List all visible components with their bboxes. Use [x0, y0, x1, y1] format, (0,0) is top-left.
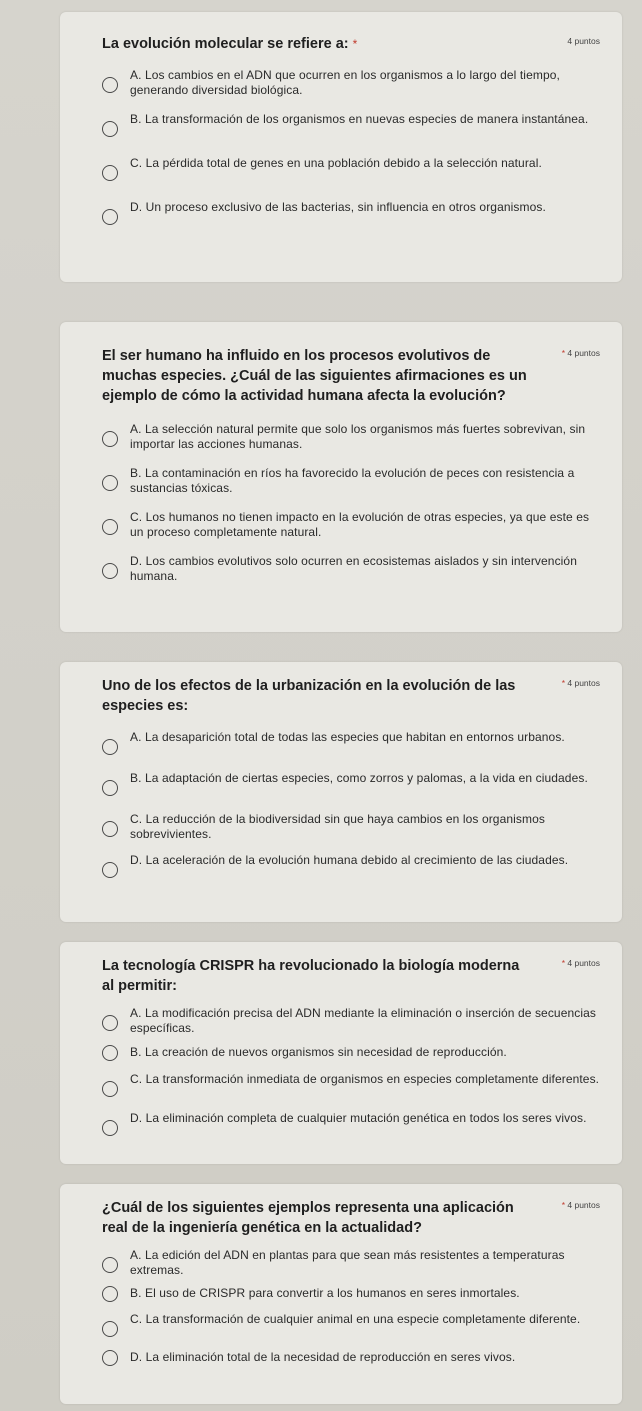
option-c[interactable] — [102, 1312, 600, 1342]
radio-button[interactable] — [102, 862, 118, 878]
radio-button[interactable] — [102, 1081, 118, 1097]
option-d[interactable] — [102, 554, 600, 584]
question-title: Uno de los efectos de la urbanización en la evolución de las especies es: — [102, 678, 516, 714]
radio-button[interactable] — [102, 165, 118, 181]
option-label: C. Los humanos no tienen impacto en la evolución de otras especies, ya que este es un proceso completamente natural. — [130, 510, 590, 539]
radio-button[interactable] — [102, 519, 118, 535]
option-a[interactable] — [102, 422, 600, 452]
option-label: D. Un proceso exclusivo de las bacterias, sin influencia en otros organismos. — [130, 200, 546, 214]
required-mark: * — [352, 37, 358, 51]
radio-button[interactable] — [102, 475, 118, 491]
question-points — [562, 1200, 600, 1210]
question-header — [102, 346, 600, 406]
option-label: A. La desaparición total de todas las especies que habitan en entornos urbanos. — [130, 730, 565, 744]
option-b[interactable] — [102, 466, 600, 496]
option-label: C. La reducción de la biodiversidad sin que haya cambios en los organismos sobrevivientes. — [130, 812, 545, 841]
option-d[interactable] — [102, 200, 600, 230]
radio-button[interactable] — [102, 1257, 118, 1273]
question-points — [562, 678, 600, 688]
option-label: D. La eliminación completa de cualquier mutación genética en todos los seres vivos. — [130, 1111, 587, 1125]
option-label: D. La eliminación total de la necesidad de reproducción en seres vivos. — [130, 1350, 516, 1364]
radio-button[interactable] — [102, 1321, 118, 1337]
radio-button[interactable] — [102, 77, 118, 93]
radio-button[interactable] — [102, 780, 118, 796]
radio-button[interactable] — [102, 1120, 118, 1136]
required-mark: * — [561, 1200, 565, 1210]
question-card-4 — [60, 942, 622, 1164]
option-label: C. La transformación inmediata de organismos en especies completamente diferentes. — [130, 1072, 600, 1086]
option-label: B. La contaminación en ríos ha favorecido la evolución de peces con resistencia a sustancias tóxicas. — [130, 466, 575, 495]
option-d[interactable] — [102, 853, 600, 883]
option-label: B. La adaptación de ciertas especies, como zorros y palomas, a la vida en ciudades. — [130, 771, 588, 785]
question-header — [102, 956, 600, 996]
option-c[interactable] — [102, 510, 600, 540]
option-a[interactable] — [102, 730, 600, 760]
option-d[interactable] — [102, 1350, 600, 1368]
radio-button[interactable] — [102, 431, 118, 447]
option-b[interactable] — [102, 1045, 600, 1063]
question-title: La evolución molecular se refiere a: — [102, 36, 349, 52]
question-title: ¿Cuál de los siguientes ejemplos representa una aplicación real de la ingeniería genética en la actualidad? — [102, 1200, 514, 1236]
question-card-3 — [60, 662, 622, 922]
option-a[interactable] — [102, 68, 600, 98]
option-label: C. La pérdida total de genes en una población debido a la selección natural. — [130, 156, 542, 170]
option-label: B. La transformación de los organismos en nuevas especies de manera instantánea. — [130, 112, 589, 126]
points-label: 4 puntos — [567, 958, 600, 968]
question-points: 4 puntos — [567, 36, 600, 46]
question-card-2 — [60, 322, 622, 632]
required-mark: * — [561, 348, 565, 358]
radio-button[interactable] — [102, 1286, 118, 1302]
points-label: 4 puntos — [567, 1200, 600, 1210]
option-c[interactable] — [102, 156, 600, 186]
option-label: A. La modificación precisa del ADN mediante la eliminación o inserción de secuencias específicas. — [130, 1006, 596, 1035]
option-c[interactable] — [102, 812, 600, 842]
required-mark: * — [561, 678, 565, 688]
radio-button[interactable] — [102, 1015, 118, 1031]
question-points — [562, 958, 600, 968]
option-label: A. La selección natural permite que solo los organismos más fuertes sobrevivan, sin importar las acciones humanas. — [130, 422, 586, 451]
option-label: D. Los cambios evolutivos solo ocurren en ecosistemas aislados y sin intervención humana. — [130, 554, 577, 583]
radio-button[interactable] — [102, 209, 118, 225]
question-card-5 — [60, 1184, 622, 1404]
radio-button[interactable] — [102, 739, 118, 755]
option-label: D. La aceleración de la evolución humana debido al crecimiento de las ciudades. — [130, 853, 569, 867]
option-label: B. La creación de nuevos organismos sin necesidad de reproducción. — [130, 1045, 507, 1059]
option-d[interactable] — [102, 1111, 600, 1141]
question-card-1 — [60, 12, 622, 282]
option-b[interactable] — [102, 1286, 600, 1304]
radio-button[interactable] — [102, 821, 118, 837]
question-points — [562, 348, 600, 358]
option-a[interactable] — [102, 1006, 600, 1036]
option-label: B. El uso de CRISPR para convertir a los humanos en seres inmortales. — [130, 1286, 520, 1300]
option-label: C. La transformación de cualquier animal en una especie completamente diferente. — [130, 1312, 581, 1326]
question-title: El ser humano ha influido en los procesos evolutivos de muchas especies. ¿Cuál de las siguientes afirmaciones es un ejemplo de cómo la actividad humana afecta la evolución? — [102, 348, 527, 404]
question-title: La tecnología CRISPR ha revolucionado la biología moderna al permitir: — [102, 958, 520, 994]
option-label: A. Los cambios en el ADN que ocurren en los organismos a lo largo del tiempo, generando diversidad biológica. — [130, 68, 560, 97]
question-header — [102, 1198, 600, 1238]
question-header — [102, 676, 600, 716]
option-b[interactable] — [102, 771, 600, 801]
option-label: A. La edición del ADN en plantas para que sean más resistentes a temperaturas extremas. — [130, 1248, 565, 1277]
option-c[interactable] — [102, 1072, 600, 1102]
radio-button[interactable] — [102, 1045, 118, 1061]
option-b[interactable] — [102, 112, 600, 142]
question-header — [102, 34, 600, 54]
radio-button[interactable] — [102, 563, 118, 579]
option-a[interactable] — [102, 1248, 600, 1278]
radio-button[interactable] — [102, 1350, 118, 1366]
points-label: 4 puntos — [567, 678, 600, 688]
points-label: 4 puntos — [567, 348, 600, 358]
required-mark: * — [561, 958, 565, 968]
radio-button[interactable] — [102, 121, 118, 137]
